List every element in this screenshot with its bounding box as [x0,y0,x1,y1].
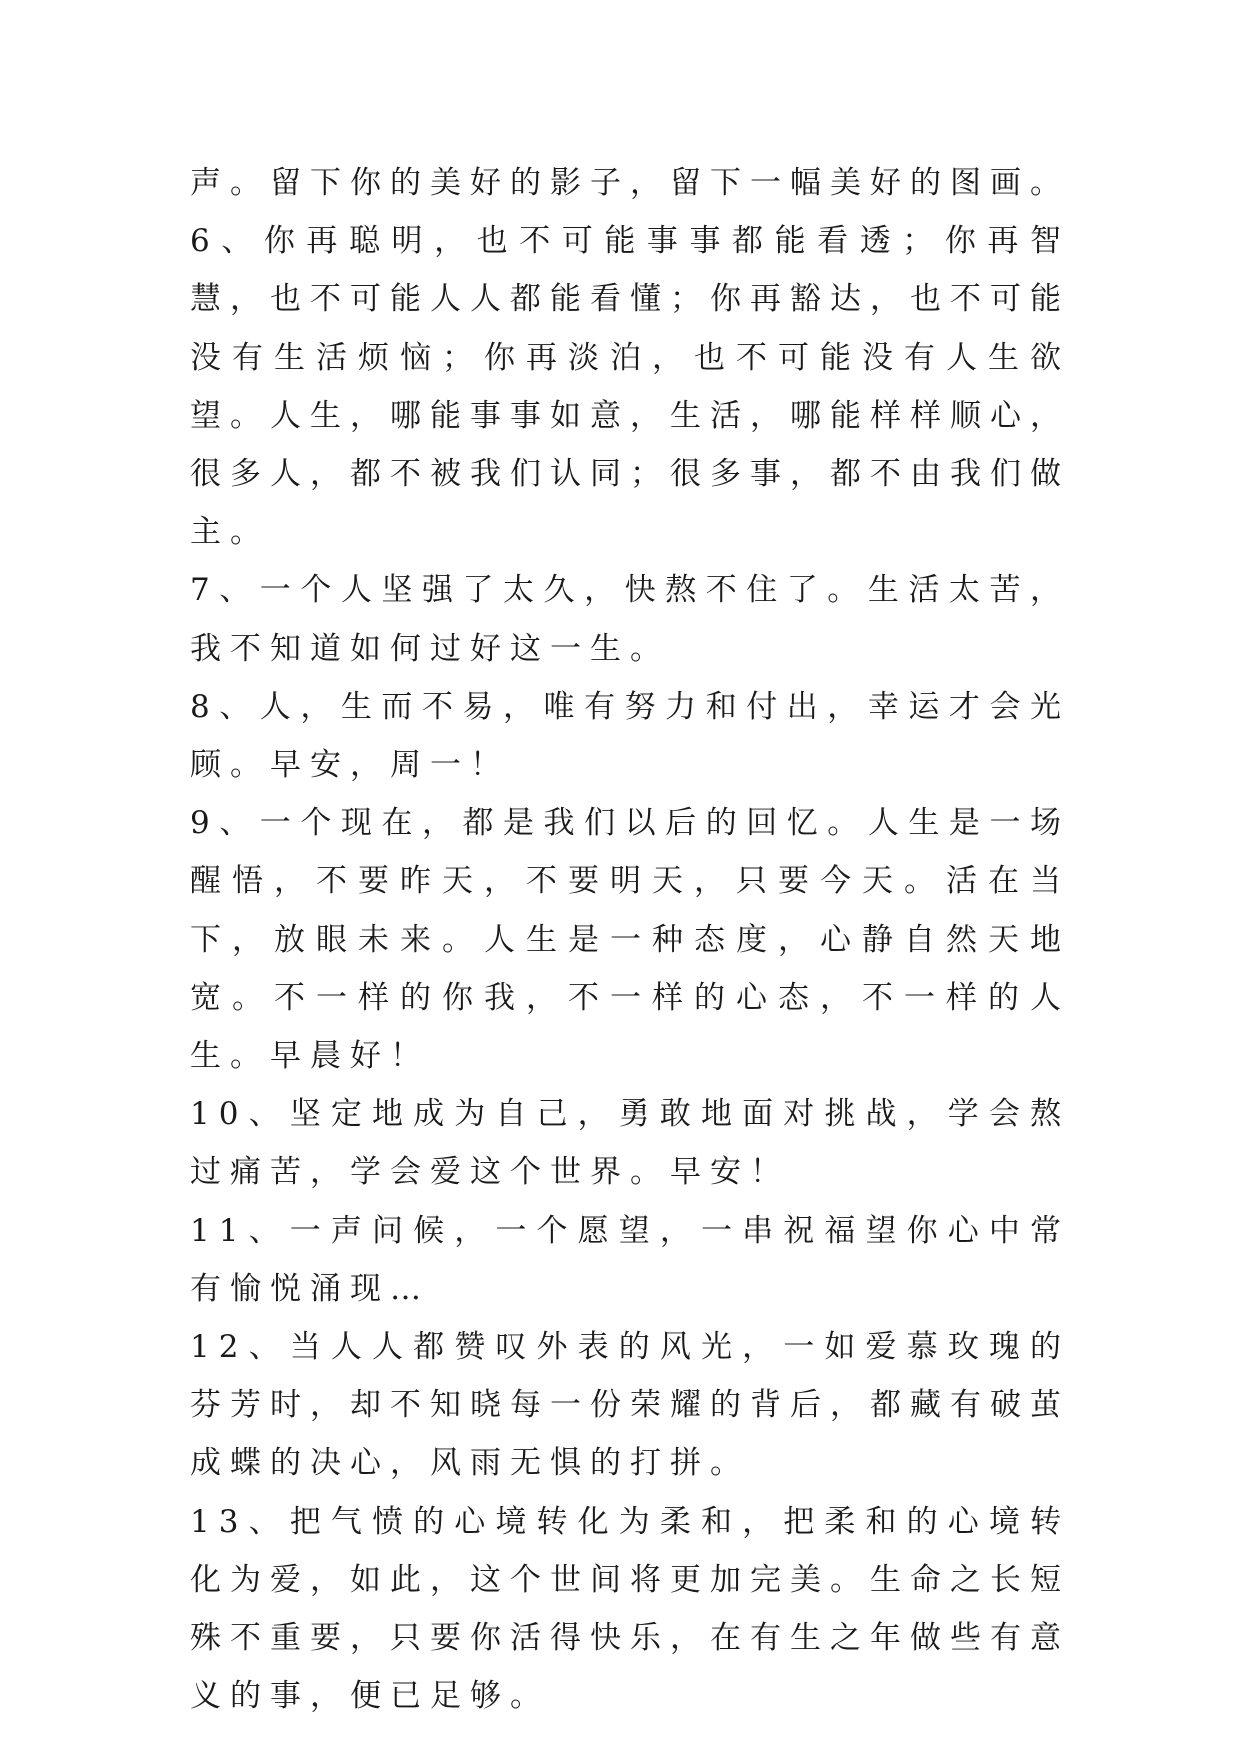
paragraph-item-8: 8、人，生而不易，唯有努力和付出，幸运才会光顾。早安，周一！ [190,688,1070,784]
paragraph-item-13: 13、把气愤的心境转化为柔和，把柔和的心境转化为爱，如此，这个世间将更加完美。生命之长短殊不重要，只要你活得快乐，在有生之年做些有意义的事，便已足够。 [190,1503,1070,1715]
paragraph-item-9: 9、一个现在，都是我们以后的回忆。人生是一场醒悟，不要昨天，不要明天，只要今天。活在当下，放眼未来。人生是一种态度，心静自然天地宽。不一样的你我，不一样的心态，不一样的人生。早晨好！ [190,805,1070,1075]
paragraph-item-12: 12、当人人都赞叹外表的风光，一如爱慕玫瑰的芬芳时，却不知晓每一份荣耀的背后，都藏有破茧成蝶的决心，风雨无惧的打拼。 [190,1329,1070,1482]
document-body [190,154,1070,1725]
paragraph-item-6: 6、你再聪明，也不可能事事都能看透；你再智慧，也不可能人人都能看懂；你再豁达，也不可能没有生活烦恼；你再淡泊，也不可能没有人生欲望。人生，哪能事事如意，生活，哪能样样顺心，很多人，都不被我们认同；很多事，都不由我们做主。 [190,223,1070,551]
paragraph-item-11: 11、一声问候，一个愿望，一串祝福望你心中常有愉悦涌现… [190,1212,1070,1307]
paragraph-continuation: 声。留下你的美好的影子，留下一幅美好的图画。 [190,165,1070,201]
paragraph-item-10: 10、坚定地成为自己，勇敢地面对挑战，学会熬过痛苦，学会爱这个世界。早安！ [190,1096,1070,1191]
paragraph-item-7: 7、一个人坚强了太久，快熬不住了。生活太苦，我不知道如何过好这一生。 [190,572,1070,667]
